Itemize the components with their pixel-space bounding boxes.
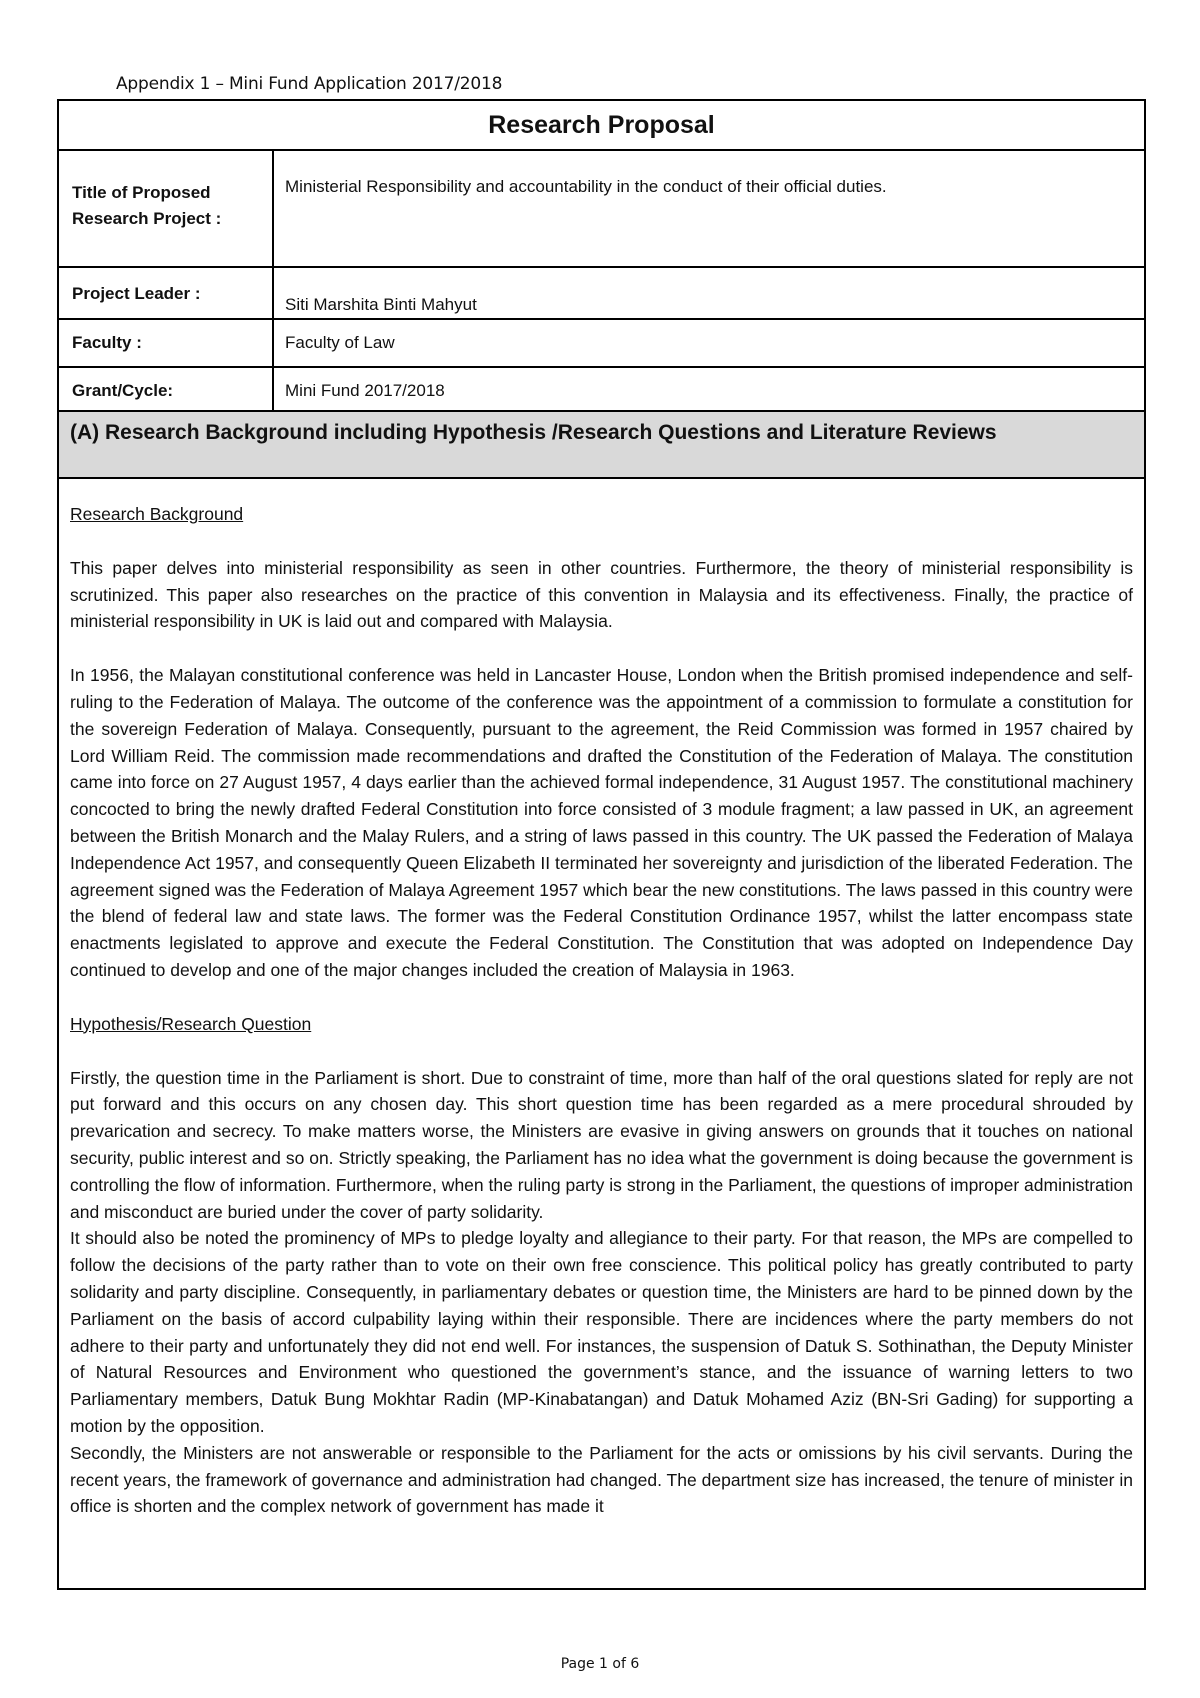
leader-label: Project Leader : bbox=[59, 268, 274, 318]
form-title: Research Proposal bbox=[59, 101, 1144, 151]
paragraph-2: In 1956, the Malayan constitutional conference was held in Lancaster House, London when the British promised independence and self-ruling to the Federation of Malaya. The outcome of the conference was the appointment of a commission to formulate a constitution for the sovereign Federation of Malaya. Consequently, pursuant to the agreement, the Reid Commission was formed in 1957 chaired by Lord William Reid. The commission made recommendations and drafted the Constitution of the Federation of Malaya. The constitution came into force on 27 August 1957, 4 days earlier than the achieved formal independence, 31 August 1957. The constitutional machinery concocted to bring the newly drafted Federal Constitution into force consisted of 3 module fragment; a law passed in UK, an agreement between the British Monarch and the Malay Rulers, and a string of laws passed in this country. The UK passed the Federation of Malaya Independence Act 1957, and consequently Queen Elizabeth II terminated her sovereignty and jurisdiction of the liberated Federation. The agreement signed was the Federation of Malaya Agreement 1957 which bear the new constitutions. The laws passed in this country were the blend of federal law and state laws. The former was the Federal Constitution Ordinance 1957, whilst the latter encompass state enactments legislated to approve and execute the Federal Constitution. The Constitution that was adopted on Independence Day continued to develop and one of the major changes included the creation of Malaysia in 1963. bbox=[70, 665, 1133, 980]
hypothesis-subheading: Hypothesis/Research Question bbox=[70, 1013, 312, 1034]
paragraph-1: This paper delves into ministerial responsibility as seen in other countries. Furthermore, the theory of ministerial responsibility is scrutinized. This paper also researches on the practice of this convention in Malaysia and its effectiveness. Finally, the practice of ministerial responsibility in UK is laid out and compared with Malaysia. bbox=[70, 557, 1133, 632]
grant-value: Mini Fund 2017/2018 bbox=[285, 381, 445, 400]
section-a-heading: (A) Research Background including Hypothesis /Research Questions and Literature Reviews bbox=[59, 412, 1144, 479]
title-value: Ministerial Responsibility and accountability in the conduct of their official duties. bbox=[285, 177, 887, 196]
appendix-header: Appendix 1 – Mini Fund Application 2017/2018 bbox=[116, 74, 503, 94]
proposal-form bbox=[57, 99, 1146, 1590]
faculty-value: Faculty of Law bbox=[285, 333, 395, 352]
paragraph-5: Secondly, the Ministers are not answerable or responsible to the Parliament for the acts or omissions by his civil servants. During the recent years, the framework of governance and administration had changed. The department size has increased, the tenure of minister in office is shorten and the complex network of government has made it bbox=[70, 1442, 1133, 1517]
faculty-row bbox=[59, 320, 1144, 368]
paragraph-3: Firstly, the question time in the Parliament is short. Due to constraint of time, more than half of the oral questions slated for reply are not put forward and this occurs on any chosen day. This short question time has been regarded as a mere procedural shrouded by prevarication and secrecy. To make matters worse, the Ministers are evasive in giving answers on grounds that it touches on national security, public interest and so on. Strictly speaking, the Parliament has no idea what the government is doing because the government is controlling the flow of information. Furthermore, when the ruling party is strong in the Parliament, the questions of improper administration and misconduct are buried under the cover of party solidarity. bbox=[70, 1067, 1133, 1222]
section-a-body bbox=[59, 479, 1144, 1520]
title-label: Title of Proposed Research Project : bbox=[59, 151, 274, 266]
faculty-label: Faculty : bbox=[59, 320, 274, 366]
leader-row bbox=[59, 268, 1144, 320]
research-background-subheading: Research Background bbox=[70, 504, 244, 524]
paragraph-4: It should also be noted the prominency of MPs to pledge loyalty and allegiance to their party. For that reason, the MPs are compelled to follow the decisions of the party rather than to vote on their own free conscience. This political policy has greatly contributed to party solidarity and party discipline. Consequently, in parliamentary debates or question time, the Ministers are hard to be pinned down by the Parliament on the basis of accord culpability laying within their responsible. There are incidences where the party members do not adhere to their party and unfortunately they did not end well. For instances, the suspension of Datuk S. Sothinathan, the Deputy Minister of Natural Resources and Environment who questioned the government’s stance, and the issuance of warning letters to two Parliamentary members, Datuk Bung Mokhtar Radin (MP-Kinabatangan) and Datuk Mohamed Aziz (BN-Sri Gading) for supporting a motion by the opposition. bbox=[70, 1228, 1133, 1436]
title-row bbox=[59, 151, 1144, 268]
grant-label: Grant/Cycle: bbox=[59, 368, 274, 410]
grant-row bbox=[59, 368, 1144, 412]
page-number: Page 1 of 6 bbox=[560, 1656, 640, 1672]
leader-value: Siti Marshita Binti Mahyut bbox=[285, 295, 477, 314]
